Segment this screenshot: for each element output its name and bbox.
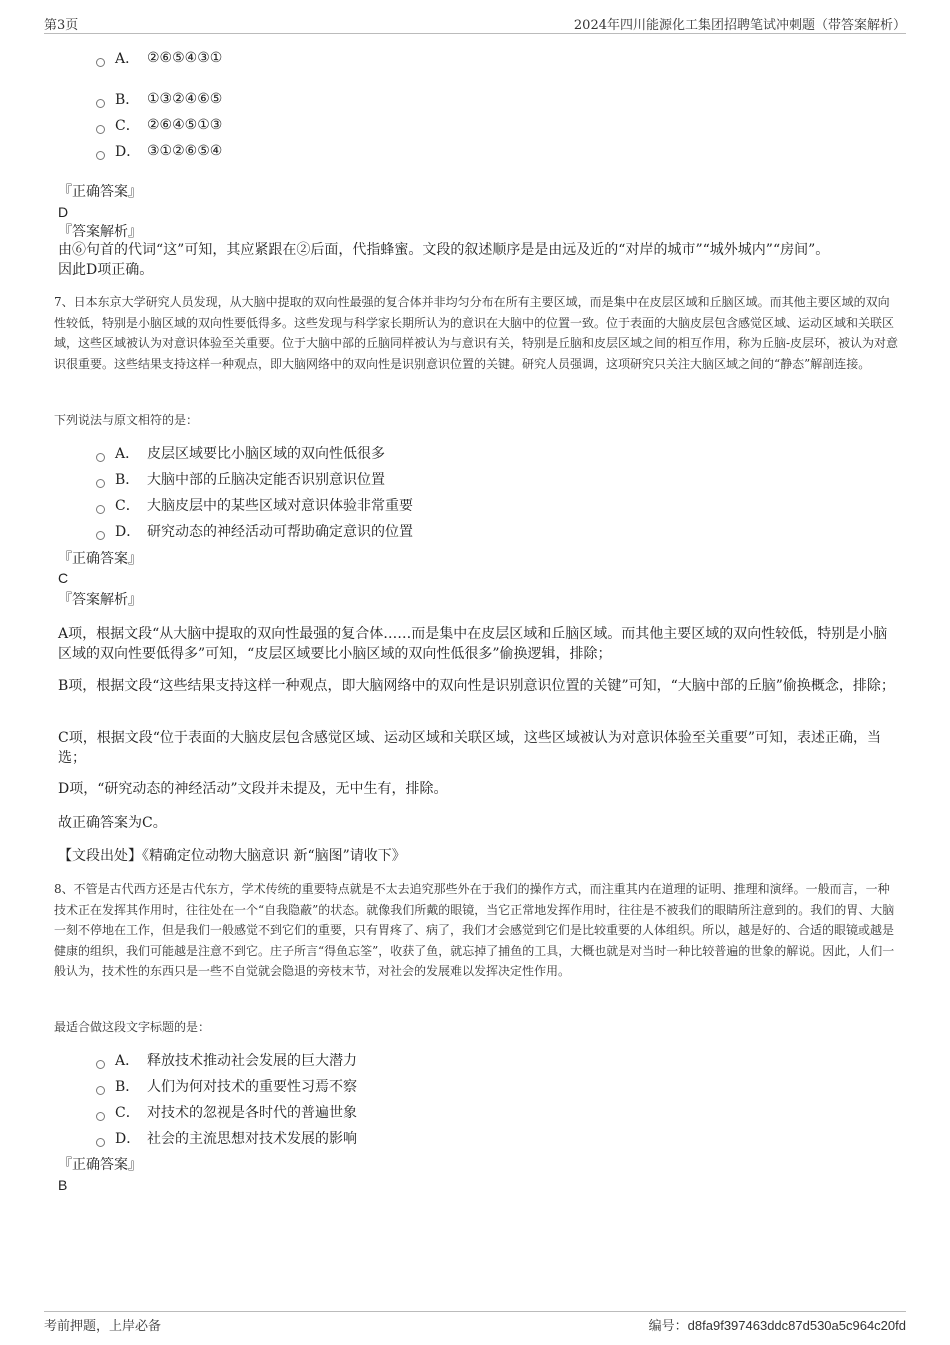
q6-option-c[interactable] <box>96 114 222 136</box>
q7-option-d[interactable] <box>96 520 413 542</box>
radio-icon[interactable] <box>96 453 105 462</box>
q7-answer-label: 『正确答案』 <box>58 551 142 567</box>
q7-analysis-d: D项，“研究动态的神经活动”文段并未提及，无中生有，排除。 <box>58 781 448 797</box>
q7-option-b[interactable] <box>96 468 385 490</box>
q7-option-c[interactable] <box>96 494 413 516</box>
q7-analysis-a: A项，根据文段“从大脑中提取的双向性最强的复合体……而是集中在皮层区域和丘脑区域。而其他主要区域的双向性较低，特别是小脑区域的双向性要低得多”可知，“皮层区域要比小脑区域的双向性低很多”偷换逻辑，排除； <box>58 626 888 662</box>
radio-icon[interactable] <box>96 58 105 67</box>
q6-analysis-label: 『答案解析』 <box>58 224 142 240</box>
q6-analysis-line2: 因此D项正确。 <box>58 262 154 278</box>
q7-passage: 7、日本东京大学研究人员发现，从大脑中提取的双向性最强的复合体并非均匀分布在所有主要区域，而是集中在皮层区域和丘脑区域。而其他主要区域的双向性较低，特别是小脑区域的双向性要低得多。这些发现与科学家长期所认为的意识在大脑中的位置一致。位于表面的大脑皮层包含感觉区域、运动区域和关联区域，这些区域被认为对意识体验至关重要。位于大脑中部的丘脑同样被认为与意识有关，特别是丘脑和皮层区域之间的相互作用，称为丘脑-皮层环，被认为对意识很重要。这些结果支持这样一种观点，即大脑网络中的双向性是识别意识位置的关键。研究人员强调，这项研究只关注大脑区域之间的“静态”解剖连接。 <box>54 295 899 371</box>
footer-divider <box>44 1311 906 1312</box>
option-text: 对技术的忽视是各时代的普遍世象 <box>147 1105 357 1121</box>
option-letter: B． <box>115 472 140 488</box>
option-letter: A． <box>115 51 140 67</box>
q6-option-d[interactable] <box>96 140 222 162</box>
q6-option-a[interactable] <box>96 47 222 69</box>
option-text: ②⑥④⑤①③ <box>147 117 223 133</box>
q8-option-d[interactable] <box>96 1127 357 1149</box>
q8-option-c[interactable] <box>96 1101 357 1123</box>
option-letter: D． <box>115 1131 141 1147</box>
radio-icon[interactable] <box>96 125 105 134</box>
q8-answer: B <box>58 1177 68 1193</box>
option-letter: B． <box>115 1079 140 1095</box>
radio-icon[interactable] <box>96 1138 105 1147</box>
option-text: 大脑皮层中的某些区域对意识体验非常重要 <box>147 498 413 514</box>
option-text: ③①②⑥⑤④ <box>147 143 223 159</box>
q8-prompt: 最适合做这段文字标题的是： <box>54 1020 211 1034</box>
option-text: 人们为何对技术的重要性习焉不察 <box>147 1079 357 1095</box>
q7-source: 【文段出处】《精确定位动物大脑意识 新“脑图”请收下》 <box>58 848 406 864</box>
radio-icon[interactable] <box>96 99 105 108</box>
q7-option-a[interactable] <box>96 442 385 464</box>
option-text: 研究动态的神经活动可帮助确定意识的位置 <box>147 524 413 540</box>
radio-icon[interactable] <box>96 505 105 514</box>
radio-icon[interactable] <box>96 479 105 488</box>
q8-passage: 8、不管是古代西方还是古代东方，学术传统的重要特点就是不太去追究那些外在于我们的操作方式，而注重其内在道理的证明、推理和演绎。一般而言，一种技术正在发挥其作用时，往往处在一个“自我隐蔽”的状态。就像我们所戴的眼镜，当它正常地发挥作用时，往往是不被我们的眼睛所注意到的。我们的胃、大脑一刻不停地在工作，但是我们一般感觉不到它们的重要，只有胃疼了、病了，我们才会感觉到它们是比较重要的人体组织。所以，越是好的、合适的眼镜或越是健康的组织，我们可能越是注意不到它。庄子所言“得鱼忘筌”，收获了鱼，就忘掉了捕鱼的工具，大概也就是对当时一种比较普遍的世象的解说。因此，人们一般认为，技术性的东西只是一些不自觉就会隐退的旁枝末节，对社会的发展难以发挥决定性作用。 <box>54 882 895 978</box>
document-title: 2024年四川能源化工集团招聘笔试冲刺题（带答案解析） <box>573 18 906 33</box>
header-divider <box>44 33 906 34</box>
option-text: 释放技术推动社会发展的巨大潜力 <box>147 1053 357 1069</box>
q6-answer: D <box>58 204 69 220</box>
q7-conclusion: 故正确答案为C。 <box>58 815 167 831</box>
option-text: 大脑中部的丘脑决定能否识别意识位置 <box>147 472 385 488</box>
option-letter: A． <box>115 446 140 462</box>
option-letter: B． <box>115 92 140 108</box>
option-text: ②⑥⑤④③① <box>147 50 223 66</box>
q7-prompt: 下列说法与原文相符的是： <box>54 413 199 427</box>
q8-option-a[interactable] <box>96 1049 357 1071</box>
option-letter: C． <box>115 498 140 514</box>
q7-answer: C <box>58 570 69 586</box>
radio-icon[interactable] <box>96 1112 105 1121</box>
option-letter: D． <box>115 144 141 160</box>
option-letter: D． <box>115 524 141 540</box>
q6-answer-label: 『正确答案』 <box>58 184 142 200</box>
radio-icon[interactable] <box>96 531 105 540</box>
footer-code-label: 编号： <box>648 1319 688 1334</box>
page-number: 第3页 <box>44 18 79 33</box>
footer-code-value: d8fa9f397463ddc87d530a5c964c20fd <box>687 1318 906 1333</box>
q6-option-b[interactable] <box>96 88 222 110</box>
radio-icon[interactable] <box>96 1086 105 1095</box>
q8-option-b[interactable] <box>96 1075 357 1097</box>
footer-code <box>649 1315 906 1334</box>
q7-analysis-b: B项，根据文段“这些结果支持这样一种观点，即大脑网络中的双向性是识别意识位置的关键”可知，“大脑中部的丘脑”偷换概念，排除； <box>58 678 895 694</box>
option-text: ①③②④⑥⑤ <box>147 91 223 107</box>
q7-analysis-c: C项，根据文段“位于表面的大脑皮层包含感觉区域、运动区域和关联区域，这些区域被认为对意识体验至关重要”可知，表述正确，当选； <box>58 730 882 766</box>
radio-icon[interactable] <box>96 1060 105 1069</box>
option-letter: C． <box>115 118 140 134</box>
option-text: 皮层区域要比小脑区域的双向性低很多 <box>147 446 385 462</box>
radio-icon[interactable] <box>96 151 105 160</box>
q6-analysis-line1: 由⑥句首的代词“这”可知，其应紧跟在②后面，代指蜂蜜。文段的叙述顺序是是由远及近的“对岸的城市”“城外城内”“房间”。 <box>58 242 830 258</box>
option-letter: C． <box>115 1105 140 1121</box>
footer-slogan: 考前押题，上岸必备 <box>44 1319 162 1334</box>
q7-analysis-label: 『答案解析』 <box>58 592 142 608</box>
option-letter: A． <box>115 1053 140 1069</box>
q8-answer-label: 『正确答案』 <box>58 1157 142 1173</box>
option-text: 社会的主流思想对技术发展的影响 <box>147 1131 357 1147</box>
